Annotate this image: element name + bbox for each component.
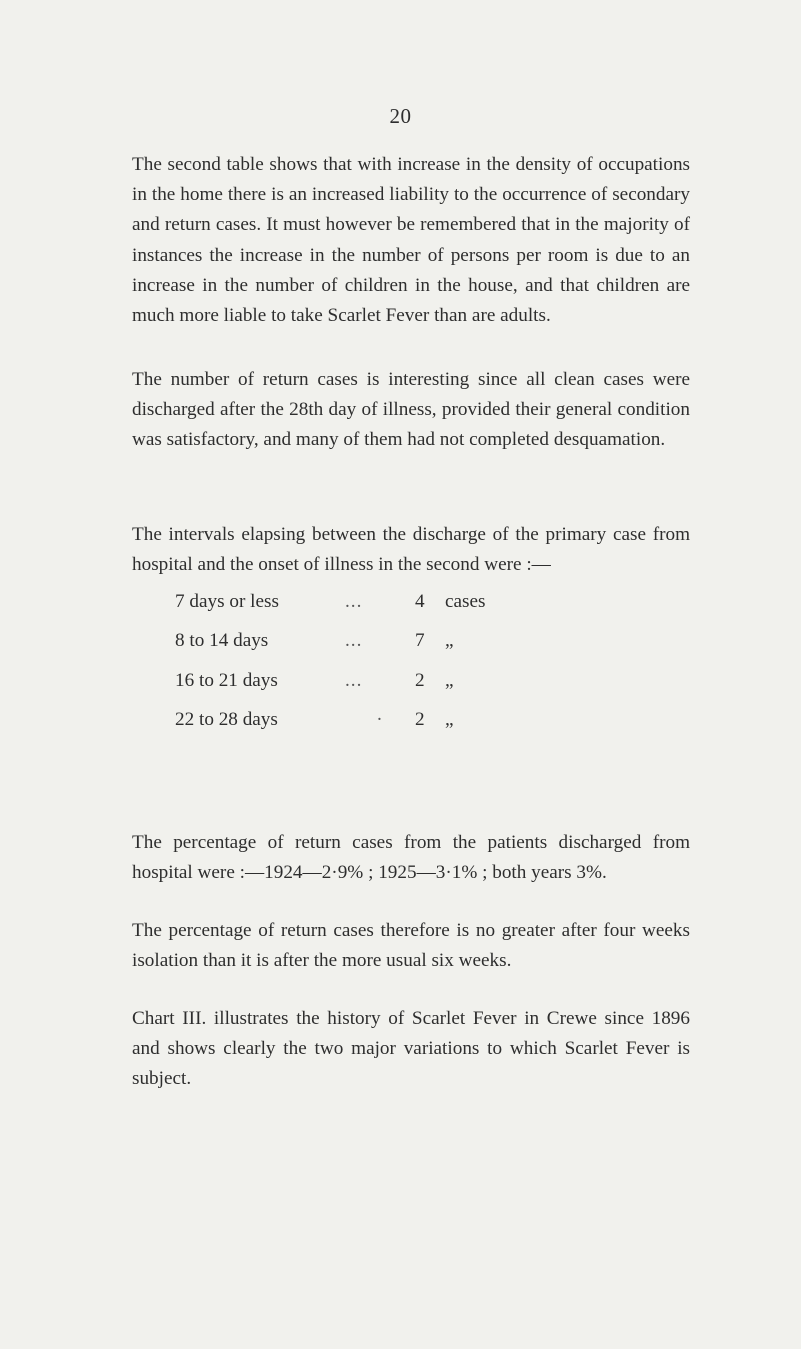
paragraph-intervals-intro: The intervals elapsing between the discharge of the primary case from hospital and the onset of illness in the second were :— bbox=[132, 524, 690, 576]
interval-label: 8 to 14 days bbox=[175, 630, 269, 652]
leader-dots: · bbox=[376, 709, 384, 731]
leader-dots: ... bbox=[345, 669, 363, 691]
paragraph-isolation-comparison: The percentage of return cases therefore is no greater after four weeks isolation than it is after the more usual six weeks. bbox=[132, 920, 690, 972]
table-row bbox=[175, 661, 485, 701]
interval-label: 22 to 28 days bbox=[175, 709, 278, 731]
ditto-mark: „ bbox=[445, 669, 454, 691]
interval-label: 7 days or less bbox=[175, 590, 279, 612]
table-row bbox=[175, 582, 485, 622]
case-count: 2 bbox=[415, 669, 425, 691]
case-count: 2 bbox=[415, 709, 425, 731]
table-row bbox=[175, 622, 485, 662]
leader-dots: ... bbox=[345, 630, 363, 652]
ditto-mark: „ bbox=[445, 630, 454, 652]
paragraph-secondary-return-cases: The second table shows that with increase in the density of occupations in the home there is an increased liability to the occurrence of secondary and return cases. It must however be remembered that in the majority of instances the increase in the number of persons per room is due to an increase in the number of children in the house, and that children are much more liable to take Scarlet Fever than are adults. bbox=[132, 154, 690, 327]
paragraph-return-percentages: The percentage of return cases from the patients discharged from hospital were :—1924—2·9% ; 1925—3·1% ; both years 3%. bbox=[132, 832, 690, 884]
leader-dots: ... bbox=[345, 590, 363, 612]
case-count: 4 bbox=[415, 590, 425, 612]
intervals-table bbox=[175, 582, 485, 740]
table-row bbox=[175, 701, 485, 741]
case-count: 7 bbox=[415, 630, 425, 652]
paragraph-chart-reference: Chart III. illustrates the history of Scarlet Fever in Crewe since 1896 and shows clearly the two major variations to which Scarlet Fever is subject. bbox=[132, 1008, 690, 1090]
case-unit: cases bbox=[445, 590, 486, 612]
paragraph-return-cases-interest: The number of return cases is interesting since all clean cases were discharged after the 28th day of illness, provided their general condition was satisfactory, and many of them had not completed desquamation. bbox=[132, 369, 690, 451]
ditto-mark: „ bbox=[445, 709, 454, 731]
page-number: 20 bbox=[389, 104, 412, 128]
interval-label: 16 to 21 days bbox=[175, 669, 278, 691]
